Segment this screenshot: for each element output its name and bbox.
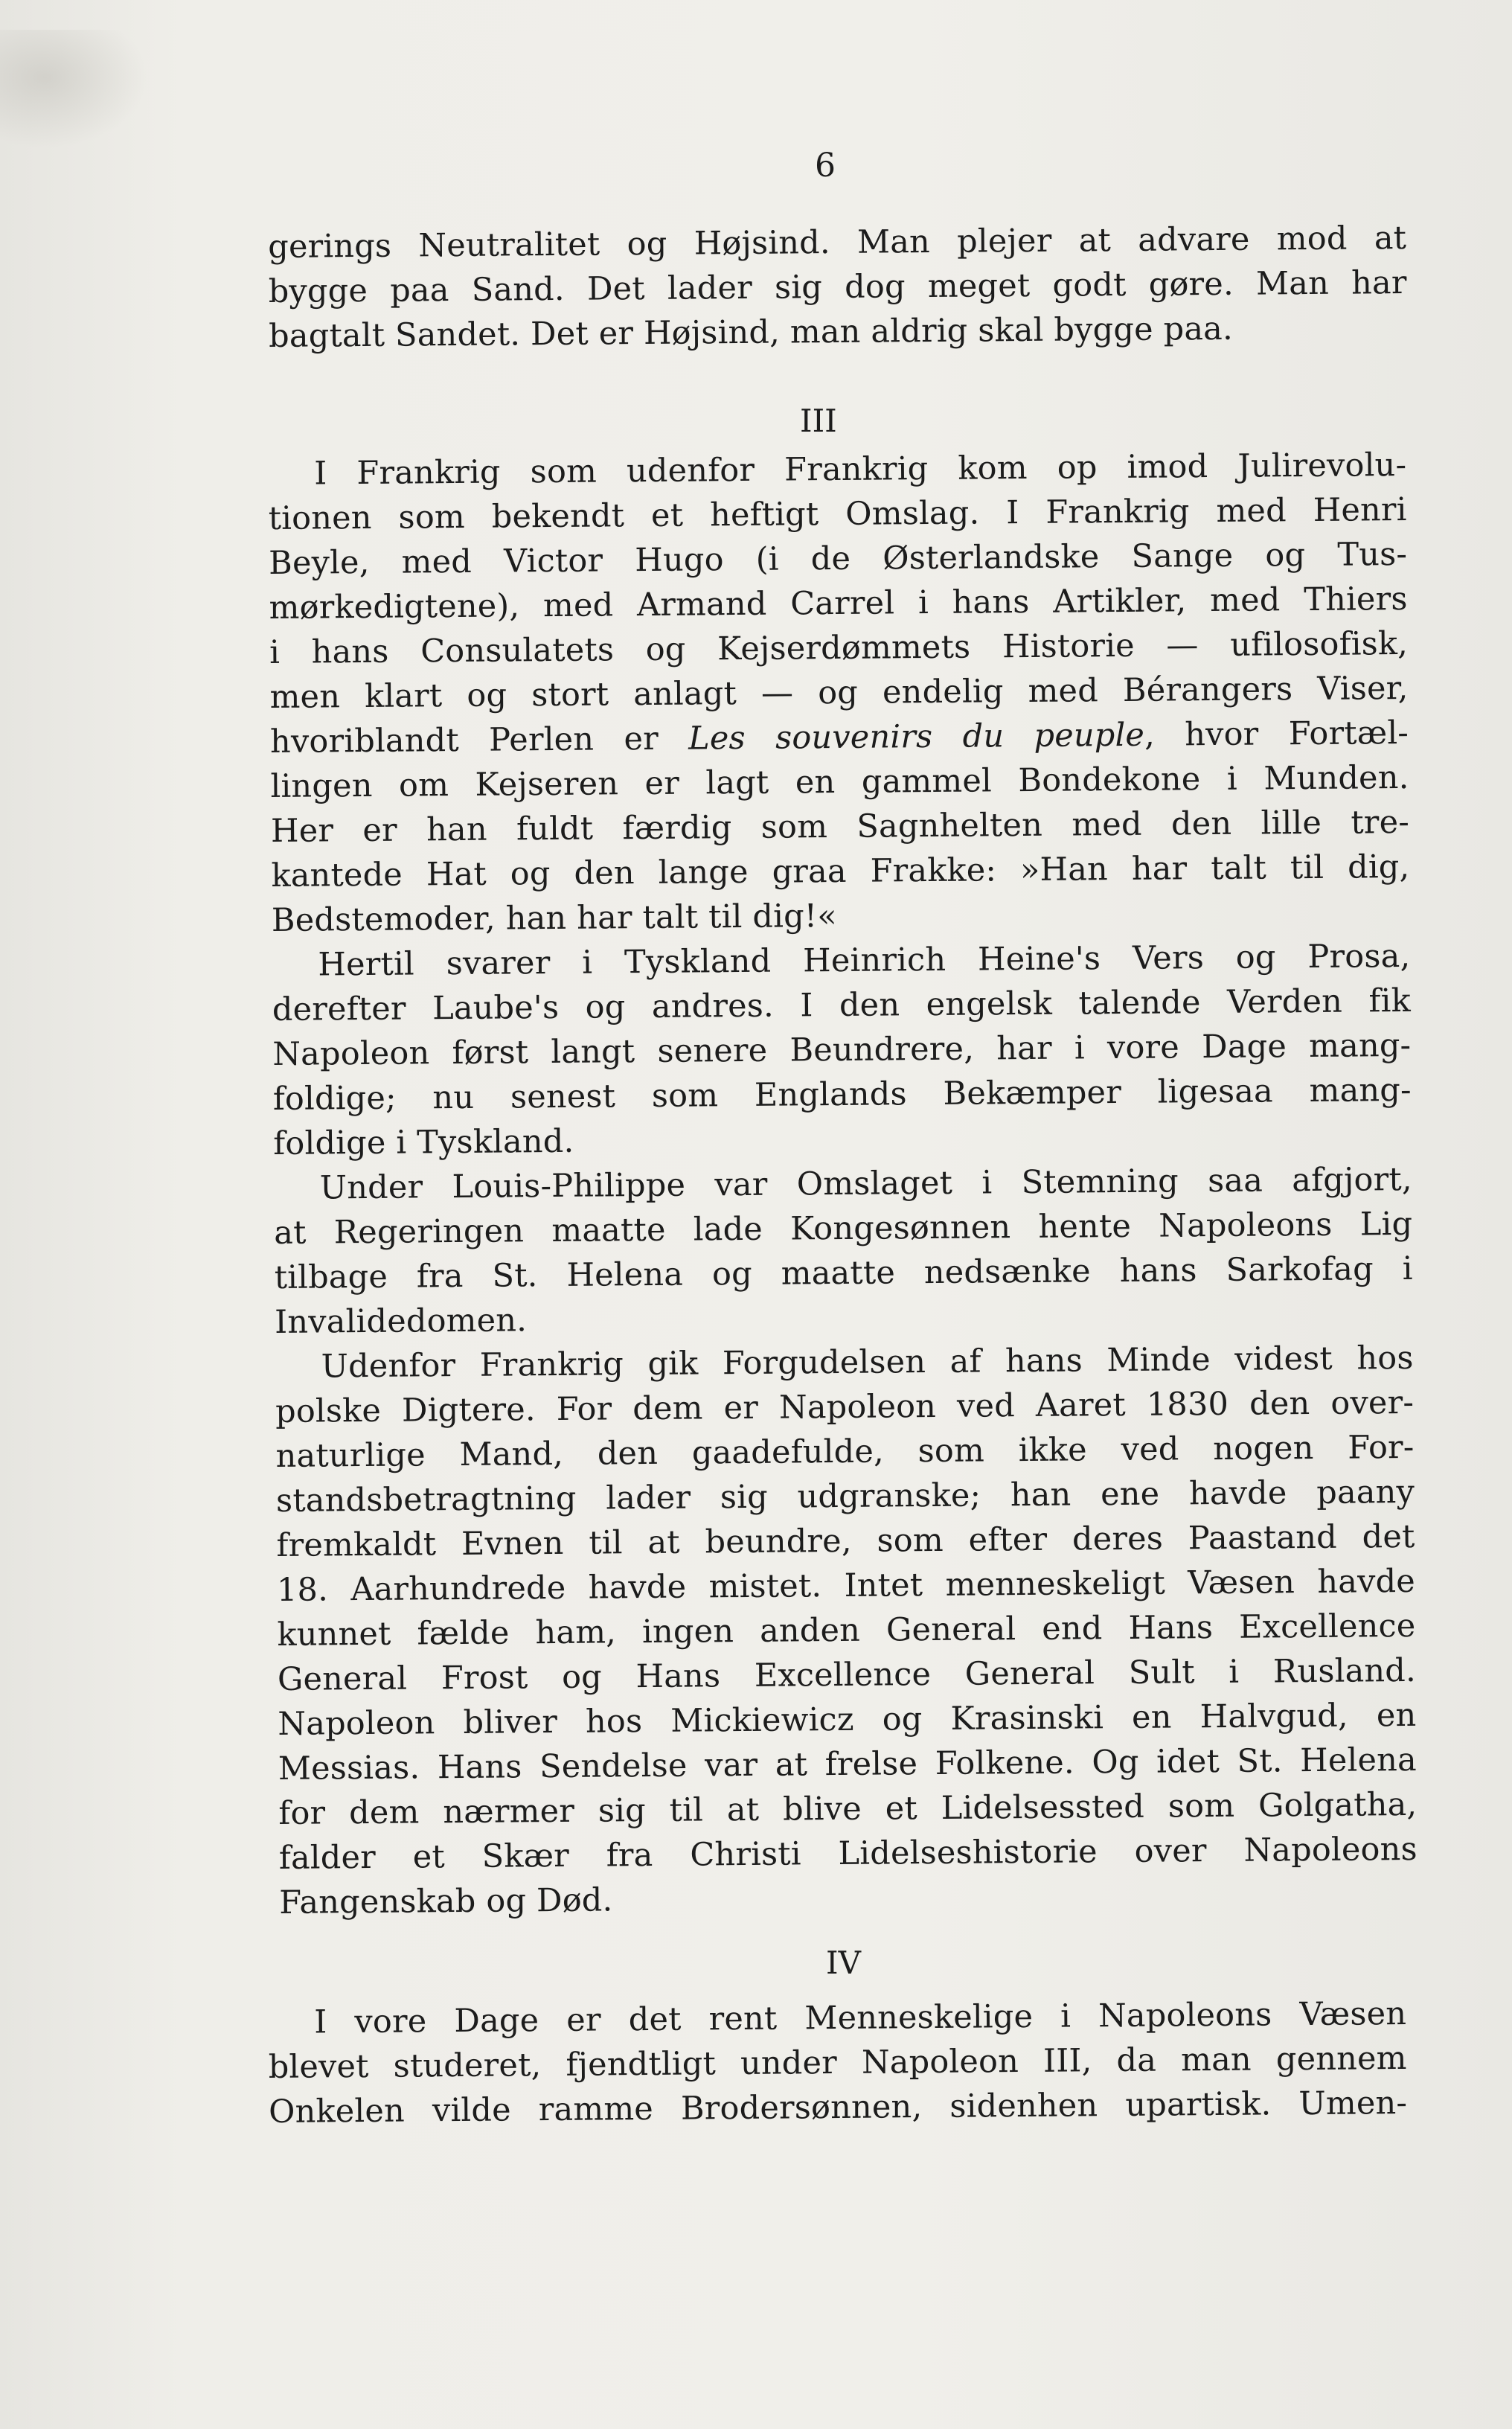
text-fragment: , hvor Fortæl- (1144, 714, 1409, 754)
text-line: at Regeringen maatte lade Kongesønnen hente Napoleons Lig (274, 1205, 1413, 1252)
text-line: naturlige Mand, den gaadefulde, som ikke ved nogen For- (275, 1428, 1415, 1475)
text-line: Bedstemoder, han har talt til dig!« (271, 897, 838, 939)
text-line: kunnet fælde ham, ingen anden General end Hans Excellence (277, 1607, 1416, 1654)
text-line: Her er han fuldt færdig som Sagnhelten med den lille tre- (270, 803, 1410, 850)
text-line: blevet studeret, fjendtligt under Napoleon III, da man gennem (268, 2039, 1407, 2086)
text-line: derefter Laube's og andres. I den engelsk talende Verden fik (272, 982, 1412, 1028)
text-line: for dem nærmer sig til at blive et Lidelsessted som Golgatha, (278, 1785, 1418, 1832)
section-heading-iv: IV (826, 1945, 861, 1981)
text-line: I vore Dage er det rent Menneskelige i Napoleons Væsen (314, 1994, 1407, 2041)
text-line: Under Louis-Philippe var Omslaget i Stemning saa afgjort, (319, 1160, 1412, 1207)
text-line: standsbetragtning lader sig udgranske; han ene havde paany (275, 1473, 1415, 1520)
text-line: Onkelen vilde ramme Brodersønnen, sidenhen upartisk. Umen- (268, 2084, 1408, 2131)
text-line: tilbage fra St. Helena og maatte nedsænke hans Sarkofag i (274, 1249, 1413, 1296)
section-iii-body (268, 443, 1418, 1925)
section-iv-body (268, 1991, 1407, 2134)
text-line: 18. Aarhundrede havde mistet. Intet menneskeligt Væsen havde (276, 1562, 1416, 1609)
text-line: mørkedigtene), med Armand Carrel i hans Artikler, med Thiers (269, 580, 1408, 627)
text-line: tionen som bekendt et heftigt Omslag. I Frankrig med Henri (268, 490, 1407, 537)
text-line: bagtalt Sandet. Det er Højsind, man aldrig skal bygge paa. (268, 310, 1234, 355)
text-line: Fangenskab og Død. (279, 1881, 613, 1921)
text-line: gerings Neutralitet og Højsind. Man plejer at advare mod at (268, 219, 1407, 266)
text-line: polske Digtere. For dem er Napoleon ved Aaret 1830 den over- (275, 1383, 1415, 1430)
text-line: lingen om Kejseren er lagt en gammel Bondekone i Munden. (270, 758, 1409, 805)
text-line: Beyle, med Victor Hugo (i de Østerlandske Sange og Tus- (268, 535, 1408, 582)
book-title: Les souvenirs du peuple (688, 716, 1145, 758)
text-line: kantede Hat og den lange graa Frakke: »Han har talt til dig, (271, 848, 1410, 895)
text-fragment: hvoriblandt Perlen er (269, 720, 689, 761)
text-line: foldige i Tyskland. (273, 1122, 574, 1162)
text-line: foldige; nu senest som Englands Bekæmper ligesaa mang- (272, 1071, 1412, 1118)
text-line: falder et Skær fra Christi Lidelseshistorie over Napoleons (278, 1830, 1418, 1877)
paragraph (272, 934, 1412, 1166)
text-line: I Frankrig som udenfor Frankrig kom op imod Julirevolu- (314, 446, 1407, 493)
text-line: fremkaldt Evnen til at beundre, som efter deres Paastand det (276, 1517, 1415, 1564)
paragraph (274, 1157, 1414, 1345)
text-line: Napoleon bliver hos Mickiewicz og Krasinski en Halvgud, en (278, 1696, 1417, 1743)
section-heading-iii: III (800, 403, 837, 439)
text-line: General Frost og Hans Excellence General Sult i Rusland. (277, 1651, 1417, 1698)
text-line: i hans Consulatets og Kejserdømmets Historie — ufilosofisk, (269, 624, 1409, 671)
text-line: bygge paa Sand. Det lader sig dog meget godt gøre. Man har (268, 263, 1407, 310)
paper-stain (0, 30, 149, 149)
paragraph-intro (268, 216, 1407, 359)
text-line: Hertil svarer i Tyskland Heinrich Heine's Vers og Prosa, (318, 937, 1411, 984)
page-number: 6 (815, 147, 836, 185)
paragraph (275, 1336, 1418, 1925)
text-line: Messias. Hans Sendelse var at frelse Folkene. Og idet St. Helena (278, 1741, 1418, 1788)
text-line: men klart og stort anlagt — og endelig med Bérangers Viser, (269, 669, 1409, 716)
text-line: Invalidedomen. (274, 1302, 528, 1341)
text-line: Udenfor Frankrig gik Forgudelsen af hans Minde videst hos (321, 1339, 1414, 1386)
paragraph (268, 443, 1410, 943)
text-line: Napoleon først langt senere Beundrere, har i vore Dage mang- (272, 1026, 1412, 1073)
